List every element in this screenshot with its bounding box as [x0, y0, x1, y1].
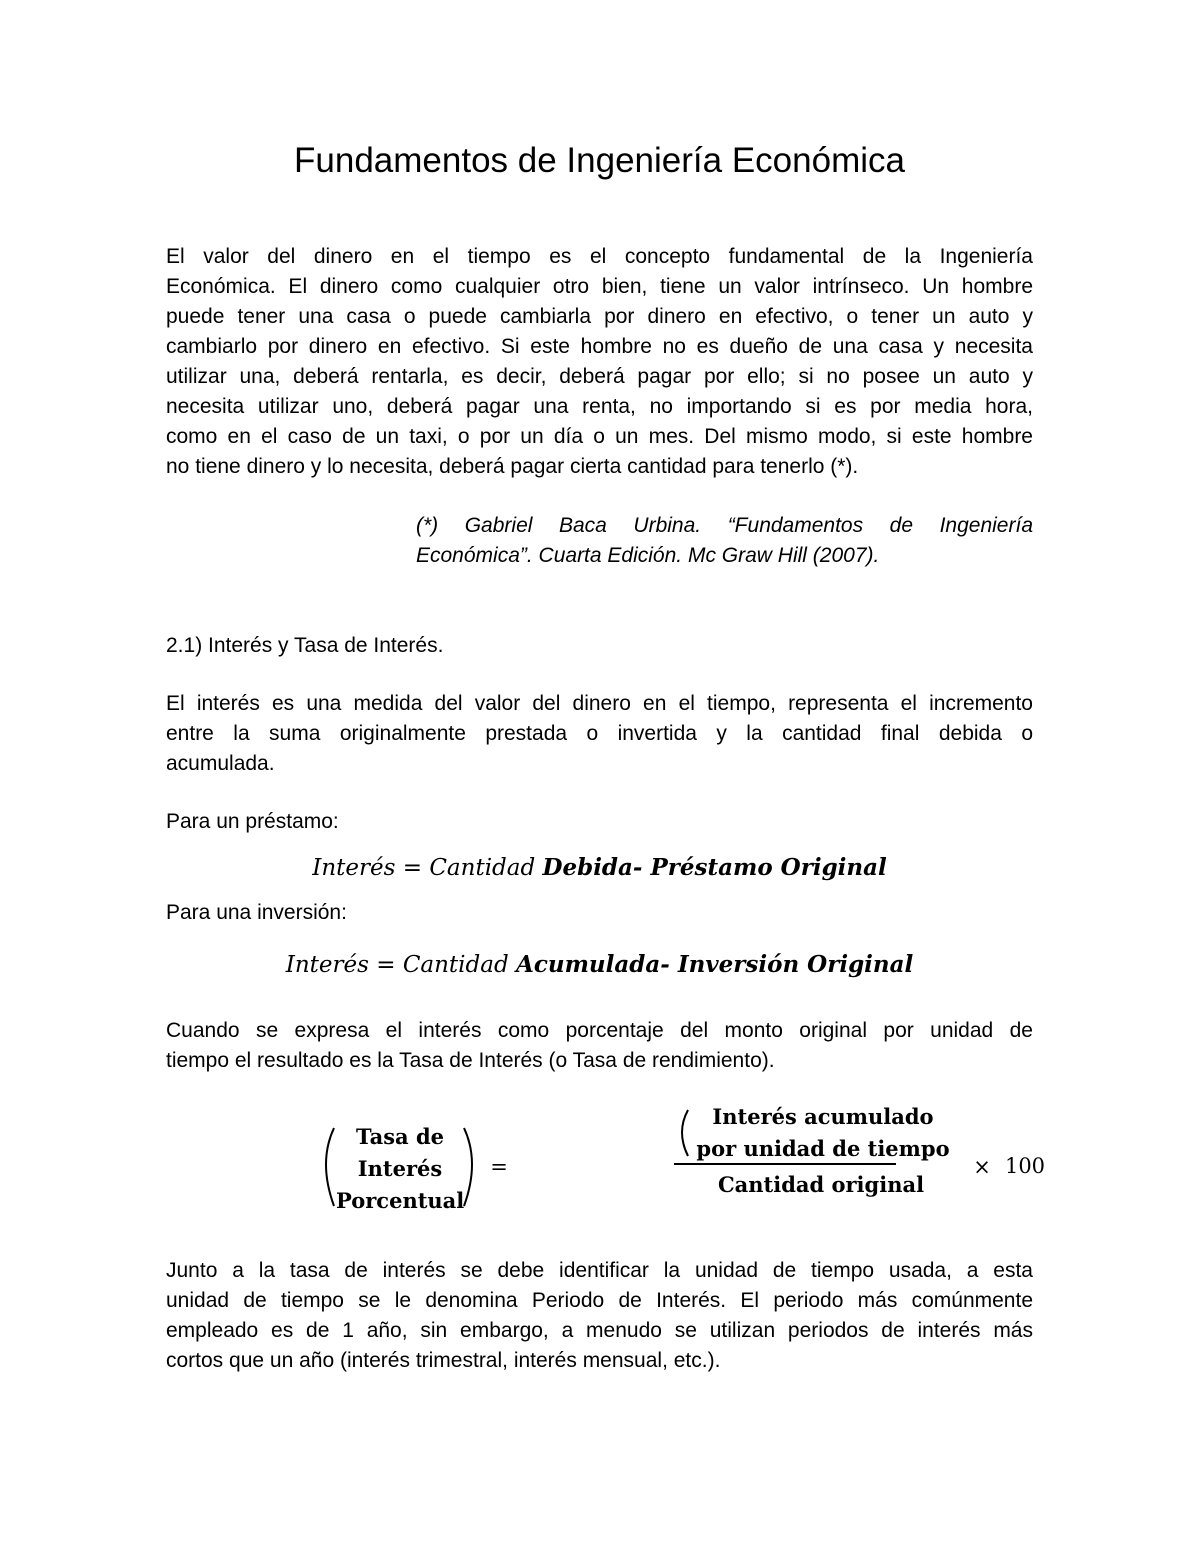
- numerator-line: por unidad de tiempo: [696, 1136, 950, 1161]
- denominator: Cantidad original: [717, 1172, 925, 1197]
- investment-formula: [166, 950, 1033, 980]
- factor-value: 100: [1004, 1154, 1046, 1178]
- loan-formula: [166, 853, 1033, 883]
- text-line: El interés es una medida del valor del dinero en el tiempo, representa el incremento: [166, 692, 1033, 715]
- text-line: como en el caso de un taxi, o por un día o un mes. Del mismo modo, si este hombre: [166, 425, 1033, 448]
- text-line: empleado es de 1 año, sin embargo, a menudo se utilizan periodos de interés más: [166, 1319, 1033, 1342]
- investment-label: Para una inversión:: [166, 901, 347, 924]
- formula-equals: =: [376, 952, 396, 978]
- lhs-line: Interés: [357, 1156, 443, 1181]
- formula-term: Cantidad: [402, 952, 509, 978]
- rate-formula: [316, 1100, 1046, 1220]
- text-line: cambiarlo por dinero en efectivo. Si este hombre no es dueño de una casa y necesita: [166, 335, 1033, 358]
- document-page: [166, 0, 1046, 1553]
- loan-label: Para un préstamo:: [166, 810, 339, 833]
- text-line: Económica. El dinero como cualquier otro bien, tiene un valor intrínseco. Un hombre: [166, 275, 1033, 298]
- rate-equals: =: [490, 1155, 508, 1179]
- citation-note: [416, 511, 1033, 571]
- citation-line: Económica”. Cuarta Edición. Mc Graw Hill (2007).: [416, 544, 880, 567]
- text-line: cortos que un año (interés trimestral, interés mensual, etc.).: [166, 1349, 721, 1372]
- section-heading: 2.1) Interés y Tasa de Interés.: [166, 634, 444, 657]
- numerator-line: Interés acumulado: [712, 1104, 934, 1129]
- text-line: acumulada.: [166, 752, 275, 775]
- formula-equals: =: [402, 855, 423, 881]
- rate-paragraph: [166, 1016, 1033, 1076]
- text-line: puede tener una casa o puede cambiarla por dinero en efectivo, o tener un auto y: [166, 305, 1033, 328]
- formula-term-bold: Debida- Préstamo Original: [542, 854, 887, 881]
- text-line: utilizar una, deberá rentarla, es decir, deberá pagar por ello; si no posee un auto y: [166, 365, 1033, 388]
- formula-term-bold: Acumulada- Inversión Original: [516, 951, 914, 978]
- text-line: El valor del dinero en el tiempo es el concepto fundamental de la Ingeniería: [166, 245, 1033, 268]
- period-paragraph: [166, 1256, 1033, 1376]
- citation-line: (*) Gabriel Baca Urbina. “Fundamentos de Ingeniería: [416, 514, 1033, 537]
- formula-term: Cantidad: [429, 855, 536, 881]
- text-line: entre la suma originalmente prestada o invertida y la cantidad final debida o: [166, 722, 1033, 745]
- lhs-line: Porcentual: [336, 1188, 465, 1213]
- text-line: necesita utilizar uno, deberá pagar una renta, no importando si es por media hora,: [166, 395, 1033, 418]
- text-line: Cuando se expresa el interés como porcentaje del monto original por unidad de: [166, 1019, 1033, 1042]
- formula-lhs: Interés: [312, 855, 396, 881]
- text-line: no tiene dinero y lo necesita, deberá pagar cierta cantidad para tenerlo (*).: [166, 455, 859, 478]
- text-line: tiempo el resultado es la Tasa de Interés (o Tasa de rendimiento).: [166, 1049, 775, 1072]
- text-line: unidad de tiempo se le denomina Periodo de Interés. El periodo más comúnmente: [166, 1289, 1033, 1312]
- formula-lhs: Interés: [285, 952, 369, 978]
- text-line: Junto a la tasa de interés se debe identificar la unidad de tiempo usada, a esta: [166, 1259, 1033, 1282]
- times-sign: ×: [973, 1155, 991, 1179]
- definition-paragraph: [166, 689, 1033, 779]
- lhs-line: Tasa de: [355, 1124, 444, 1149]
- document-title: Fundamentos de Ingeniería Económica: [294, 141, 905, 180]
- intro-paragraph: [166, 242, 1033, 482]
